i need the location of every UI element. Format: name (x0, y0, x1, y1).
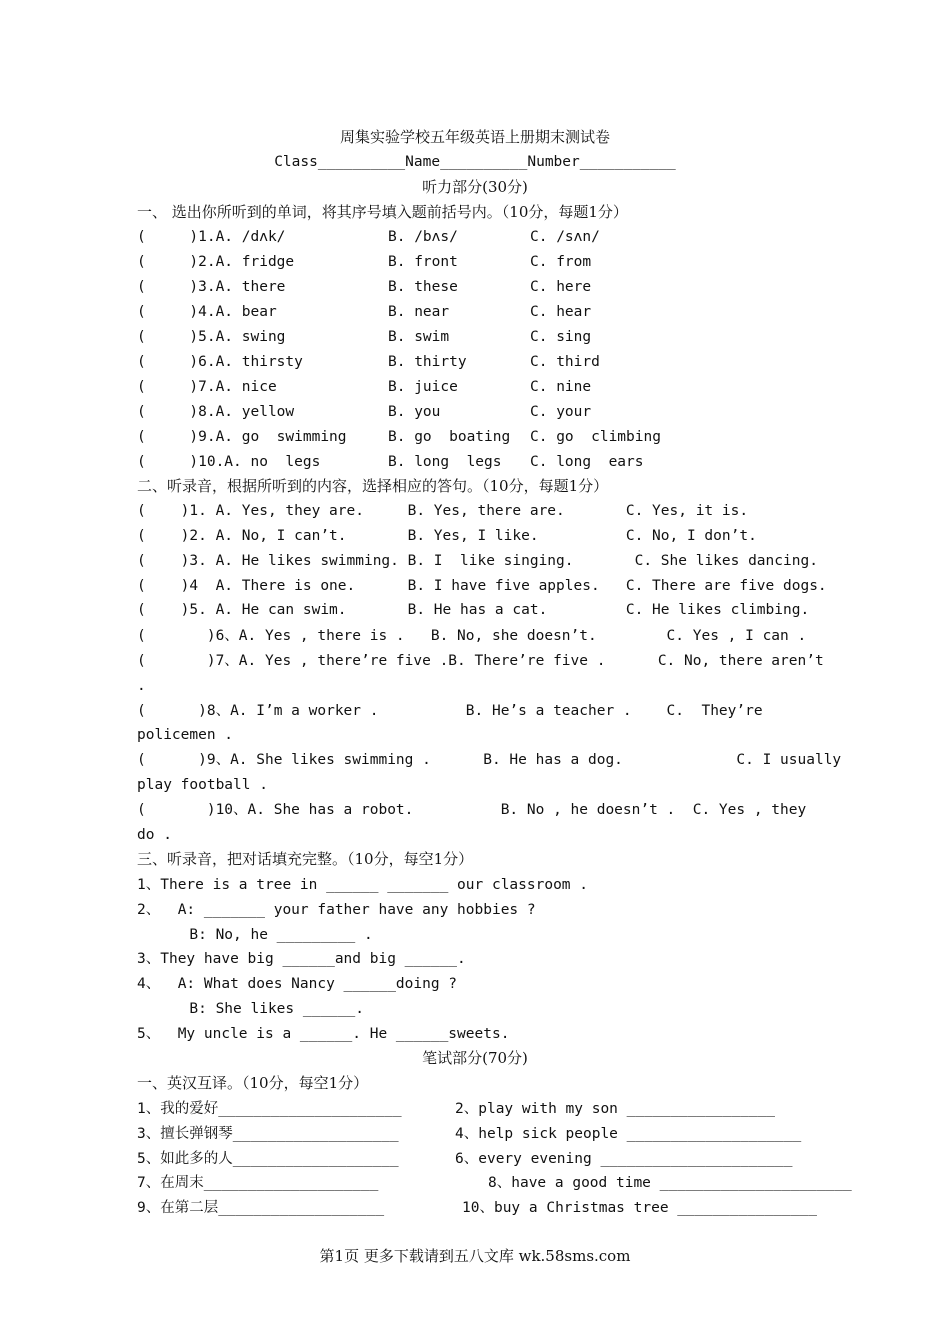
fill-in-line: B: No, he _________ . (137, 927, 373, 943)
part2-heading: 二、听录音，根据所听到的内容，选择相应的答句。（10分，每题1分） (137, 477, 609, 495)
option-a: ( )1.A. /dʌk/ (137, 229, 286, 245)
fill-in-line: 2、 A: _______ your father have any hobbies ? (137, 902, 536, 918)
question-line: ( )5. A. He can swim. B. He has a cat. C. He likes climbing. (137, 602, 810, 618)
question-line: ( )1. A. Yes, they are. B. Yes, there are. C. Yes, it is. (137, 503, 749, 519)
question-line: do . (137, 827, 172, 843)
page-footer: 第1页 更多下载请到五八文库 wk.58sms.com (319, 1247, 631, 1265)
question-line: play football . (137, 777, 268, 793)
option-b: B. front (388, 254, 458, 270)
translation-item: 2、play with my son _________________ (455, 1101, 776, 1117)
option-c: C. third (530, 354, 600, 370)
option-c: C. go climbing (530, 429, 661, 445)
page-title: 周集实验学校五年级英语上册期末测试卷 (339, 128, 610, 146)
option-b: B. near (388, 304, 450, 320)
option-b: B. go boating (388, 429, 511, 445)
fill-in-line: 1、There is a tree in ______ _______ our classroom . (137, 877, 588, 893)
part3-heading: 三、听录音，把对话填充完整。（10分，每空1分） (137, 850, 474, 868)
fill-in-line: 5、 My uncle is a ______. He ______sweets. (137, 1026, 510, 1042)
option-b: B. /bʌs/ (388, 229, 458, 245)
option-c: C. sing (530, 329, 592, 345)
fill-in-line: B: She likes ______. (137, 1001, 364, 1017)
question-line: ( )2. A. No, I can’t. B. Yes, I like. C. No, I don’t. (137, 528, 757, 544)
question-row (137, 227, 285, 247)
translation-heading: 一、英汉互译。（10分，每空1分） (137, 1074, 369, 1092)
translation-item: 9、在第二层___________________ (137, 1200, 385, 1216)
translation-item: 3、擅长弹钢琴___________________ (137, 1126, 399, 1142)
option-c: C. your (530, 404, 592, 420)
question-line: ( )3. A. He likes swimming. B. I like singing. C. She likes dancing. (137, 553, 818, 569)
fill-in-line: 3、They have big ______and big ______. (137, 951, 466, 967)
option-c: C. nine (530, 379, 592, 395)
option-c: C. /sʌn/ (530, 229, 600, 245)
option-b: B. juice (388, 379, 458, 395)
option-a: ( )7.A. nice (137, 379, 277, 395)
question-line: ( )6、A. Yes , there is . B. No, she doesn’t. C. Yes , I can . (137, 628, 807, 644)
question-line: ( )7、A. Yes , there’re five .B. There’re five . C. No, there aren’t (137, 653, 824, 669)
translation-item: 4、help sick people ____________________ (455, 1126, 802, 1142)
option-a: ( )2.A. fridge (137, 254, 295, 270)
option-a: ( )10.A. no legs (137, 454, 321, 470)
option-a: ( )3.A. there (137, 279, 286, 295)
question-line: ( )8、A. I’m a worker . B. He’s a teacher . C. They’re (137, 703, 763, 719)
option-b: B. long legs (388, 454, 502, 470)
fill-in-line: 4、 A: What does Nancy ______doing ? (137, 976, 458, 992)
option-a: ( )4.A. bear (137, 304, 277, 320)
option-a: ( )9.A. go swimming (137, 429, 347, 445)
translation-item: 1、我的爱好_____________________ (137, 1101, 402, 1117)
question-line: . (137, 678, 146, 694)
option-a: ( )8.A. yellow (137, 404, 295, 420)
option-c: C. long ears (530, 454, 644, 470)
student-info-line: Class__________Name__________Number___________ (274, 154, 676, 170)
question-line: ( )4 A. There is one. B. I have five apples. C. There are five dogs. (137, 578, 827, 594)
question-line: ( )9、A. She likes swimming . B. He has a dog. C. I usually (137, 752, 842, 768)
option-b: B. you (388, 404, 441, 420)
written-section-title: 笔试部分(70分) (422, 1049, 528, 1067)
translation-item: 8、have a good time ______________________ (488, 1175, 852, 1191)
option-b: B. thirty (388, 354, 467, 370)
translation-item: 7、在周末____________________ (137, 1175, 379, 1191)
part1-heading: 一、 选出你所听到的单词，将其序号填入题前括号内。（10分，每题1分） (137, 203, 628, 221)
translation-item: 10、buy a Christmas tree ________________ (462, 1200, 817, 1216)
translation-item: 5、如此多的人___________________ (137, 1151, 399, 1167)
question-line: policemen . (137, 727, 234, 743)
listening-section-title: 听力部分(30分) (422, 178, 528, 196)
option-a: ( )6.A. thirsty (137, 354, 303, 370)
option-c: C. hear (530, 304, 592, 320)
question-line: ( )10、A. She has a robot. B. No , he doesn’t . C. Yes , they (137, 802, 807, 818)
option-c: C. from (530, 254, 592, 270)
option-b: B. swim (388, 329, 450, 345)
option-c: C. here (530, 279, 592, 295)
option-b: B. these (388, 279, 458, 295)
translation-item: 6、every evening ______________________ (455, 1151, 793, 1167)
option-a: ( )5.A. swing (137, 329, 286, 345)
